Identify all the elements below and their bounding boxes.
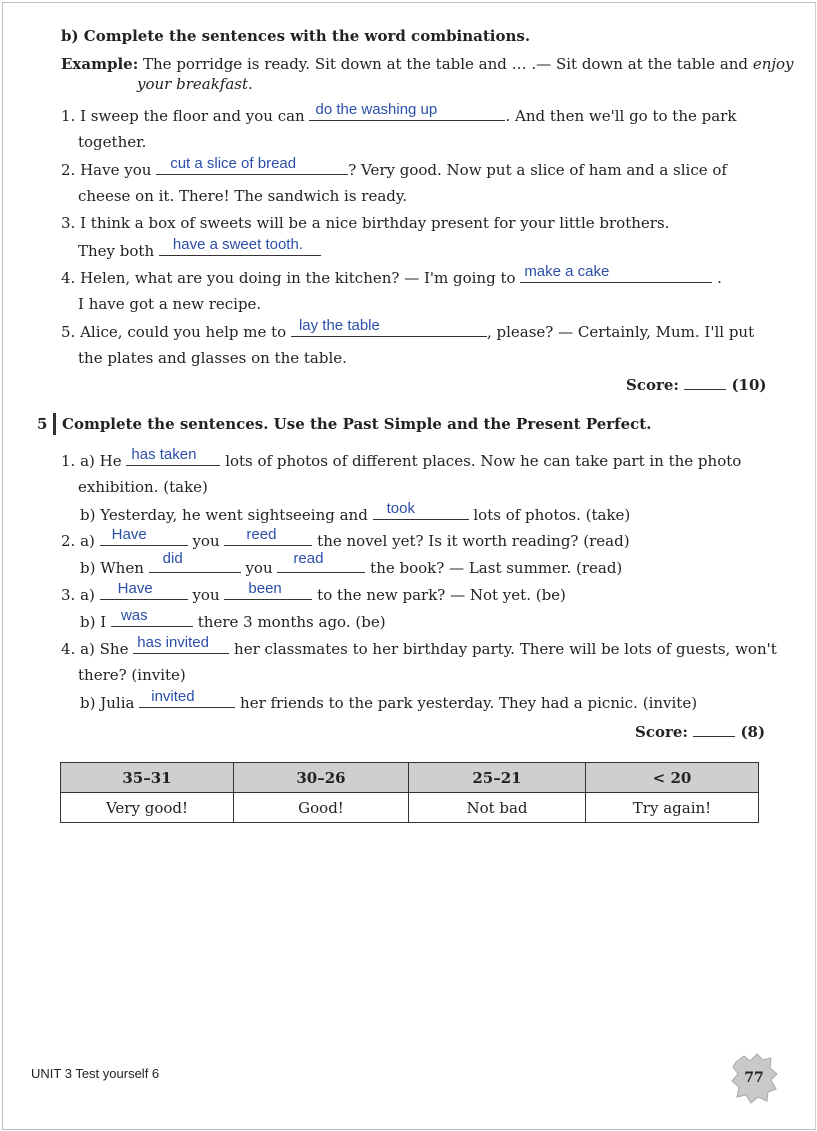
example-label: Example: bbox=[61, 55, 139, 73]
task5-line-3a bbox=[61, 580, 566, 604]
answer-text: has invited bbox=[137, 634, 209, 651]
item-text: the novel yet? Is it worth reading? (read) bbox=[317, 532, 630, 550]
item-number: b) bbox=[80, 559, 96, 577]
score-blank[interactable] bbox=[693, 724, 735, 737]
answer-text: do the washing up bbox=[315, 101, 438, 118]
task-number-badge bbox=[31, 413, 57, 435]
answer-text: invited bbox=[151, 688, 195, 705]
score-max: (8) bbox=[740, 723, 766, 741]
answer-text: cut a slice of bread bbox=[170, 155, 297, 172]
answer-text: was bbox=[120, 607, 148, 624]
answer-text: did bbox=[162, 550, 183, 567]
unit-label: UNIT 3 bbox=[31, 1066, 72, 1081]
example-line-2 bbox=[137, 75, 253, 93]
page-number: 77 bbox=[744, 1070, 764, 1086]
item-text: When bbox=[100, 559, 144, 577]
item-text: lots of photos. (take) bbox=[473, 506, 631, 524]
item-number: 1. a) bbox=[61, 452, 95, 470]
item-text: her friends to the park yesterday. They had a picnic. (invite) bbox=[240, 694, 698, 712]
answer-text: reed bbox=[246, 526, 277, 543]
item-text: Have you bbox=[80, 161, 152, 179]
item-continuation: I have got a new recipe. bbox=[78, 295, 262, 313]
answer-text: has taken bbox=[131, 446, 197, 463]
partb-item-3-cont bbox=[78, 236, 321, 260]
example-text: The porridge is ready. Sit down at the table and … .— Sit down at the table and bbox=[143, 55, 749, 73]
item-number: 3. a) bbox=[61, 586, 95, 604]
answer-blank[interactable] bbox=[111, 607, 193, 627]
answer-blank[interactable] bbox=[520, 263, 712, 283]
page-footer bbox=[31, 1066, 159, 1081]
item-continuation: exhibition. (take) bbox=[78, 478, 208, 496]
example-line-1 bbox=[61, 55, 794, 73]
item-text: I bbox=[100, 613, 107, 631]
answer-text: Have bbox=[111, 526, 147, 543]
item-continuation: the plates and glasses on the table. bbox=[78, 349, 347, 367]
score-label: Score: bbox=[626, 376, 679, 394]
score-grades-row bbox=[61, 793, 759, 823]
answer-text: have a sweet tooth. bbox=[172, 236, 303, 253]
answer-blank[interactable] bbox=[291, 317, 487, 337]
partb-item-4 bbox=[61, 263, 722, 287]
item-number: b) bbox=[80, 506, 96, 524]
item-number: b) bbox=[80, 613, 96, 631]
answer-blank[interactable] bbox=[149, 550, 241, 573]
partb-item-1 bbox=[61, 101, 737, 125]
item-number: 1. bbox=[61, 107, 76, 125]
item-continuation: together. bbox=[78, 133, 147, 151]
score-range-cell: 25–21 bbox=[409, 763, 586, 793]
score-range-cell: 35–31 bbox=[61, 763, 234, 793]
item-number: 2. bbox=[61, 161, 76, 179]
answer-text: read bbox=[293, 550, 324, 567]
partb-heading: b) Complete the sentences with the word combinations. bbox=[61, 27, 531, 45]
partb-score bbox=[626, 376, 767, 394]
footer-title: Test yourself 6 bbox=[75, 1066, 160, 1081]
score-blank[interactable] bbox=[684, 377, 726, 390]
item-text: She bbox=[99, 640, 129, 658]
answer-blank[interactable] bbox=[159, 236, 321, 256]
answer-text: Have bbox=[117, 580, 153, 597]
item-text: you bbox=[192, 586, 220, 604]
answer-blank[interactable] bbox=[309, 101, 505, 121]
item-text: Yesterday, he went sightseeing and bbox=[100, 506, 368, 524]
item-text: . bbox=[717, 269, 722, 287]
item-text: to the new park? — Not yet. (be) bbox=[317, 586, 566, 604]
item-text: I sweep the floor and you can bbox=[80, 107, 305, 125]
example-italic-2: your breakfast bbox=[137, 75, 249, 93]
partb-item-2 bbox=[61, 155, 727, 179]
task5-line-1b bbox=[80, 500, 631, 524]
item-text: Helen, what are you doing in the kitchen? — I'm going to bbox=[80, 269, 516, 287]
item-text: ? Very good. Now put a slice of ham and a slice of bbox=[348, 161, 727, 179]
task5-line-4b bbox=[80, 688, 698, 712]
item-number: b) bbox=[80, 694, 96, 712]
item-text: I think a box of sweets will be a nice birthday present for your little brothers. bbox=[80, 214, 670, 232]
task5-heading: Complete the sentences. Use the Past Simple and the Present Perfect. bbox=[62, 415, 652, 433]
score-range-cell: < 20 bbox=[586, 763, 759, 793]
answer-blank[interactable] bbox=[100, 526, 188, 546]
item-text: her classmates to her birthday party. There will be lots of guests, won't bbox=[234, 640, 777, 658]
partb-item-5 bbox=[61, 317, 755, 341]
answer-text: been bbox=[248, 580, 282, 597]
score-max: (10) bbox=[731, 376, 767, 394]
answer-blank[interactable] bbox=[156, 155, 348, 175]
page-number-badge bbox=[730, 1052, 778, 1104]
item-text: They both bbox=[78, 242, 155, 260]
answer-text: took bbox=[386, 500, 415, 517]
item-text: the book? — Last summer. (read) bbox=[370, 559, 623, 577]
task5-line-2a bbox=[61, 526, 630, 550]
example-end: . bbox=[248, 75, 253, 93]
answer-blank[interactable] bbox=[224, 526, 312, 546]
item-text: there 3 months ago. (be) bbox=[197, 613, 386, 631]
example-italic-1: enjoy bbox=[752, 55, 794, 73]
grade-cell: Very good! bbox=[61, 793, 234, 823]
badge-bar bbox=[53, 413, 56, 435]
item-number: 2. a) bbox=[61, 532, 95, 550]
answer-blank[interactable] bbox=[100, 580, 188, 600]
answer-text: lay the table bbox=[298, 317, 380, 334]
item-text: you bbox=[192, 532, 220, 550]
item-continuation: cheese on it. There! The sandwich is ready. bbox=[78, 187, 408, 205]
item-text: . And then we'll go to the park bbox=[505, 107, 737, 125]
grade-cell: Good! bbox=[234, 793, 409, 823]
item-number: 4. a) bbox=[61, 640, 95, 658]
answer-blank[interactable] bbox=[126, 446, 220, 466]
task5-line-4a bbox=[61, 634, 777, 658]
answer-blank[interactable] bbox=[133, 634, 229, 654]
task-number: 5 bbox=[37, 415, 48, 433]
score-table bbox=[60, 762, 759, 823]
score-range-cell: 30–26 bbox=[234, 763, 409, 793]
partb-item-3 bbox=[61, 214, 669, 232]
item-continuation: there? (invite) bbox=[78, 666, 186, 684]
grade-cell: Not bad bbox=[409, 793, 586, 823]
score-label: Score: bbox=[635, 723, 688, 741]
item-text: He bbox=[99, 452, 122, 470]
item-number: 5. bbox=[61, 323, 76, 341]
item-number: 4. bbox=[61, 269, 76, 287]
grade-cell: Try again! bbox=[586, 793, 759, 823]
item-number: 3. bbox=[61, 214, 76, 232]
item-text: , please? — Certainly, Mum. I'll put bbox=[486, 323, 755, 341]
item-text: you bbox=[245, 559, 273, 577]
task5-score bbox=[635, 723, 765, 741]
answer-blank[interactable] bbox=[224, 580, 312, 600]
item-text: Alice, could you help me to bbox=[80, 323, 287, 341]
task5-line-3b bbox=[80, 607, 386, 631]
answer-blank[interactable] bbox=[139, 688, 235, 708]
item-text: Julia bbox=[100, 694, 135, 712]
answer-blank[interactable] bbox=[277, 550, 365, 573]
answer-blank[interactable] bbox=[373, 500, 469, 520]
task5-line-2b bbox=[80, 550, 623, 577]
item-text: lots of photos of different places. Now he can take part in the photo bbox=[225, 452, 742, 470]
answer-text: make a cake bbox=[524, 263, 610, 280]
score-ranges-row bbox=[61, 763, 759, 793]
task5-line-1a bbox=[61, 446, 742, 470]
